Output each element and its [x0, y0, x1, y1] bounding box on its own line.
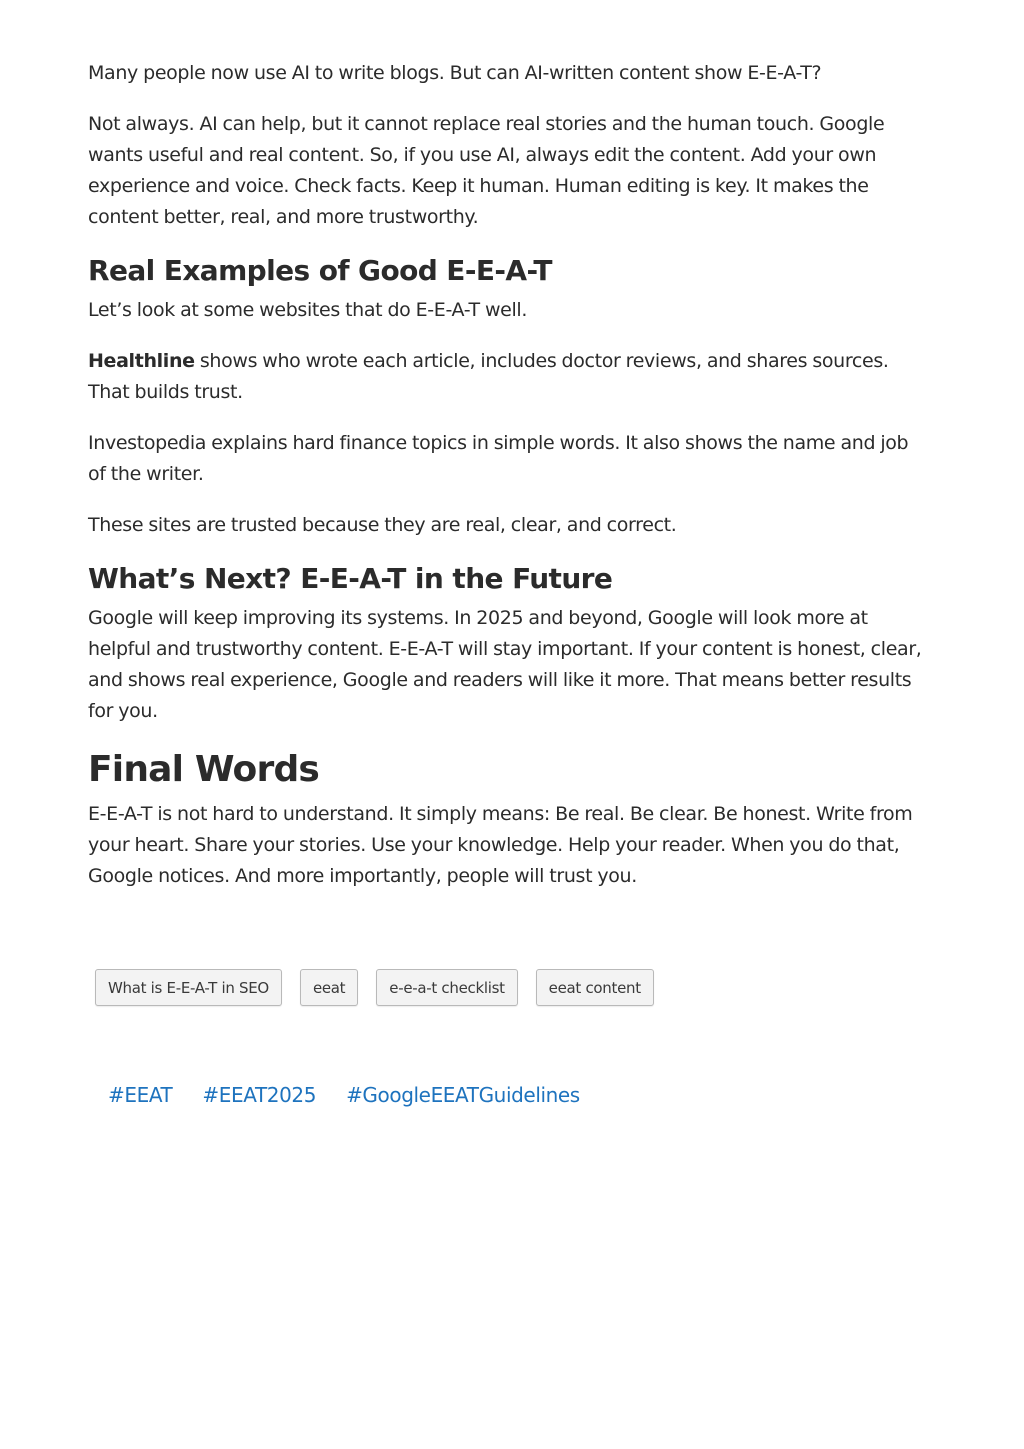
future-heading: What’s Next? E-E-A-T in the Future	[88, 562, 613, 595]
hashtag-list	[108, 1080, 580, 1110]
final-words-paragraph: E-E-A-T is not hard to understand. It simply means: Be real. Be clear. Be honest. Write from your heart. Share your stories. Use your knowledge. Help your reader. When you do that, Google notices. And more importantly, people will trust you.	[88, 803, 913, 887]
tag-button[interactable]: e-e-a-t checklist	[376, 969, 517, 1006]
hashtag-link[interactable]: #EEAT2025	[202, 1083, 317, 1107]
intro-answer-paragraph: Not always. AI can help, but it cannot replace real stories and the human touch. Google wants useful and real content. So, if you use AI, always edit the content. Add your own experience and voice. Check facts. Keep it human. Human editing is key. It makes the content better, real, and more trustworthy.	[88, 113, 885, 228]
article-body	[88, 58, 928, 912]
tag-list	[95, 969, 654, 1006]
tag-button[interactable]: eeat content	[536, 969, 654, 1006]
trusted-paragraph: These sites are trusted because they are real, clear, and correct.	[88, 514, 677, 536]
tag-button[interactable]: eeat	[300, 969, 358, 1006]
healthline-text: shows who wrote each article, includes doctor reviews, and shares sources. That builds trust.	[88, 350, 889, 403]
final-words-heading: Final Words	[88, 749, 320, 790]
examples-intro-paragraph: Let’s look at some websites that do E-E-A-T well.	[88, 299, 528, 321]
tag-button[interactable]: What is E-E-A-T in SEO	[95, 969, 282, 1006]
healthline-name: Healthline	[88, 350, 195, 372]
healthline-paragraph	[88, 346, 928, 408]
intro-question-paragraph: Many people now use AI to write blogs. But can AI-written content show E-E-A-T?	[88, 62, 822, 84]
future-paragraph: Google will keep improving its systems. In 2025 and beyond, Google will look more at helpful and trustworthy content. E-E-A-T will stay important. If your content is honest, clear, and shows real experience, Google and readers will like it more. That means better results for you.	[88, 607, 922, 722]
hashtag-link[interactable]: #GoogleEEATGuidelines	[346, 1083, 580, 1107]
examples-heading: Real Examples of Good E-E-A-T	[88, 254, 552, 287]
hashtag-link[interactable]: #EEAT	[108, 1083, 173, 1107]
investopedia-paragraph: Investopedia explains hard finance topics in simple words. It also shows the name and job of the writer.	[88, 432, 909, 485]
